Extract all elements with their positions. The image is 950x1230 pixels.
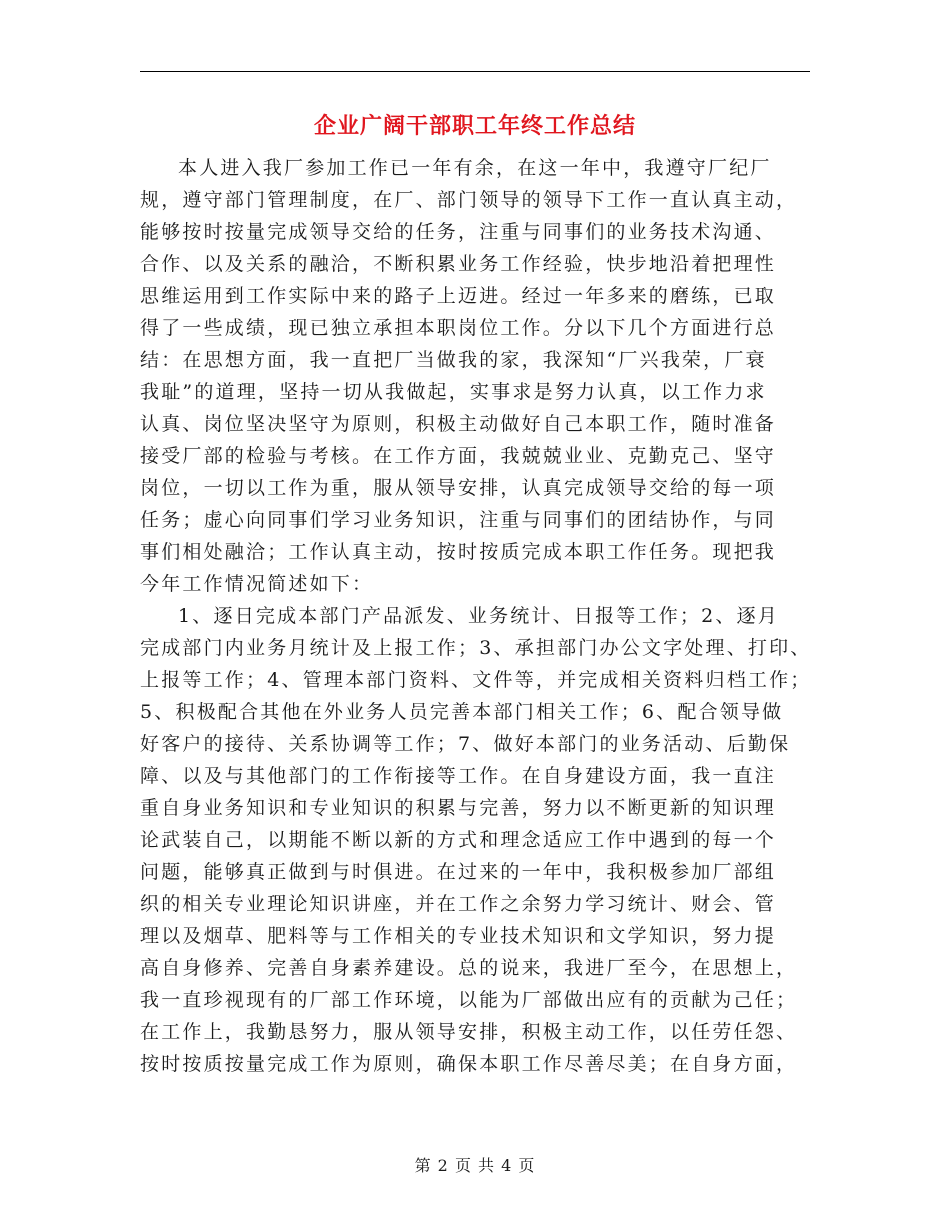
text-line: 得了一些成绩，现已独立承担本职岗位工作。分以下几个方面进行总 — [140, 317, 777, 339]
text-line: 认真、岗位坚决坚守为原则，积极主动做好自己本职工作，随时准备 — [140, 413, 777, 435]
text-line: 本人进入我厂参加工作已一年有余，在这一年中，我遵守厂纪厂 — [178, 157, 772, 179]
text-line: 规，遵守部门管理制度，在厂、部门领导的领导下工作一直认真主动， — [140, 189, 798, 211]
page-number: 第 2 页 共 4 页 — [414, 1156, 536, 1175]
text-line: 思维运用到工作实际中来的路子上迈进。经过一年多来的磨练，已取 — [140, 285, 777, 307]
text-line: 任务；虚心向同事们学习业务知识，注重与同事们的团结协作，与同 — [140, 509, 777, 531]
text-line: 织的相关专业理论知识讲座，并在工作之余努力学习统计、财会、管 — [140, 893, 777, 915]
text-line: 今年工作情况简述如下： — [140, 573, 374, 595]
text-line: 事们相处融洽；工作认真主动，按时按质完成本职工作任务。现把我 — [140, 541, 777, 563]
text-line: 重自身业务知识和专业知识的积累与完善，努力以不断更新的知识理 — [140, 797, 777, 819]
text-line: 我耻”的道理，坚持一切从我做起，实事求是努力认真，以工作力求 — [140, 381, 767, 403]
text-line: 上报等工作；4、管理本部门资料、文件等，并完成相关资料归档工作； — [140, 669, 812, 691]
header-rule — [140, 71, 810, 72]
paragraph-intro — [140, 152, 815, 600]
text-line: 完成部门内业务月统计及上报工作；3、承担部门办公文字处理、打印、 — [140, 637, 812, 659]
text-line: 按时按质按量完成工作为原则，确保本职工作尽善尽美；在自身方面， — [140, 1053, 798, 1075]
text-line: 理以及烟草、肥料等与工作相关的专业技术知识和文学知识，努力提 — [140, 925, 777, 947]
paragraph-work-list — [140, 600, 815, 1080]
text-line: 岗位，一切以工作为重，服从领导安排，认真完成领导交给的每一项 — [140, 477, 777, 499]
text-line: 接受厂部的检验与考核。在工作方面，我兢兢业业、克勤克己、坚守 — [140, 445, 777, 467]
text-line: 5、积极配合其他在外业务人员完善本部门相关工作；6、配合领导做 — [140, 701, 784, 723]
text-line: 高自身修养、完善自身素养建设。总的说来，我进厂至今，在思想上， — [140, 957, 798, 979]
text-line: 论武装自己，以期能不断以新的方式和理念适应工作中遇到的每一个 — [140, 829, 777, 851]
text-line: 问题，能够真正做到与时俱进。在过来的一年中，我积极参加厂部组 — [140, 861, 777, 883]
text-line: 合作、以及关系的融洽，不断积累业务工作经验，快步地沿着把理性 — [140, 253, 777, 275]
text-line: 我一直珍视现有的厂部工作环境，以能为厂部做出应有的贡献为己任； — [140, 989, 798, 1011]
text-line: 1、逐日完成本部门产品派发、业务统计、日报等工作；2、逐月 — [178, 605, 779, 627]
text-line: 障、以及与其他部门的工作衔接等工作。在自身建设方面，我一直注 — [140, 765, 777, 787]
text-line: 结：在思想方面，我一直把厂当做我的家，我深知“厂兴我荣，厂衰 — [140, 349, 767, 371]
text-line: 好客户的接待、关系协调等工作；7、做好本部门的业务活动、后勤保 — [140, 733, 791, 755]
document-title: 企业广阔干部职工年终工作总结 — [313, 113, 636, 139]
text-line: 能够按时按量完成领导交给的任务，注重与同事们的业务技术沟通、 — [140, 221, 777, 243]
text-line: 在工作上，我勤恳努力，服从领导安排，积极主动工作，以任劳任怨、 — [140, 1021, 798, 1043]
document-body — [140, 152, 815, 1080]
